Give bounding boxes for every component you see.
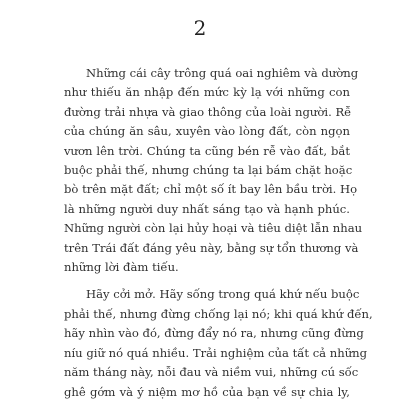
paragraph-2 [64,285,373,400]
text-line: Những cái cây trông quá oai nghiêm và dường [86,66,359,80]
text-line: vươn lên trời. Chúng ta cũng bén rễ vào đất, bắt [64,143,350,158]
paragraph-1 [64,64,363,277]
chapter-number: 2 [193,16,207,40]
text-line: như thiếu ăn nhập đến mức kỳ lạ với những con [64,85,350,100]
text-line: năm tháng này, nỗi đau và niềm vui, những cú sốc [64,365,359,380]
text-line: là những người duy nhất sáng tạo và hạnh phúc. [64,201,350,216]
text-line: hãy nhìn vào đó, đừng đẩy nó ra, nhưng cũng đừng [64,326,364,341]
text-line: phải thế, nhưng đừng chống lại nó; khi quá khứ đến, [64,306,373,321]
text-line: bò trên mặt đất; chỉ một số ít bay lên bầu trời. Họ [64,182,358,197]
text-line: của chúng ăn sâu, xuyên vào lòng đất, còn ngọn [64,124,350,139]
text-line: những lời đàm tiếu. [64,260,179,275]
text-line: níu giữ nó quá nhiều. Trải nghiệm của tất cả những [64,345,368,360]
body-text [64,64,373,400]
text-line: ghê gớm và ý niệm mơ hồ của bạn về sự chia ly, [64,384,350,399]
text-line: Hãy cởi mở. Hãy sống trong quá khứ nếu buộc [86,287,360,302]
paragraph-spacer [64,277,350,285]
text-line: Những người còn lại hủy hoại và tiêu diệt lẫn nhau [64,221,363,236]
text-line: buộc phải thế, nhưng chúng ta lại bám chặt hoặc [64,163,353,178]
text-line: trên Trái đất đáng yêu này, bằng sự tổn thương và [64,240,359,255]
text-line: đường trải nhựa và giao thông của loài người. Rễ [64,104,352,119]
